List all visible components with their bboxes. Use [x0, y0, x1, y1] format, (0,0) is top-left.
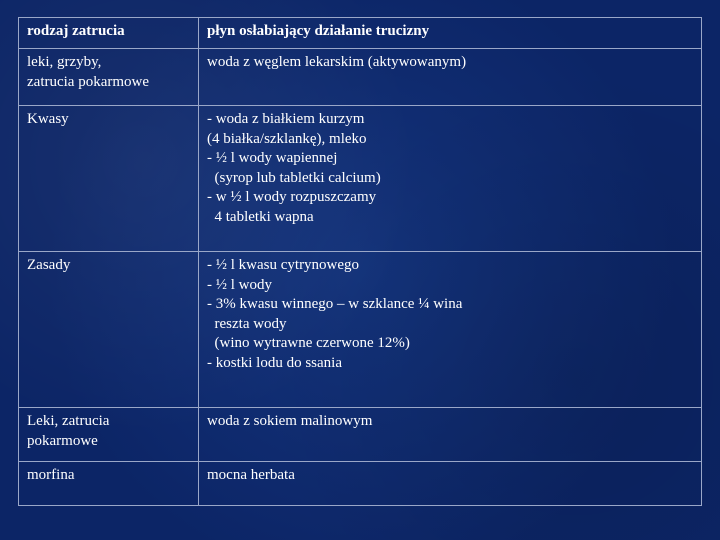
cell-line: - ½ l kwasu cytrynowego	[207, 257, 360, 273]
table-row	[19, 106, 702, 252]
cell-line: woda z sokiem malinowym	[207, 413, 373, 429]
cell-line: (syrop lub tabletki calcium)	[207, 169, 381, 186]
cell-line: - kostki lodu do ssania	[207, 354, 342, 371]
poison-type-cell	[19, 462, 199, 506]
cell-line: - ½ l wody	[207, 276, 272, 293]
cell-line: zatrucia pokarmowe	[27, 73, 150, 90]
cell-line: 4 tabletki wapna	[207, 208, 314, 225]
poison-type-cell	[19, 106, 199, 252]
table-row	[19, 408, 702, 462]
header-poison-type: rodzaj zatrucia	[19, 18, 199, 49]
table-header-row	[19, 18, 702, 49]
remedy-cell	[199, 49, 702, 106]
header-remedy: płyn osłabiający działanie trucizny	[199, 18, 702, 49]
remedy-cell	[199, 106, 702, 252]
remedy-cell	[199, 252, 702, 408]
table-row	[19, 49, 702, 106]
cell-line: pokarmowe	[27, 432, 98, 449]
cell-line: - ½ l wody wapiennej	[207, 150, 338, 166]
table-row	[19, 252, 702, 408]
cell-line: morfina	[27, 467, 75, 483]
cell-line: mocna herbata	[207, 467, 295, 483]
cell-line: Leki, zatrucia	[27, 413, 110, 429]
table-row	[19, 462, 702, 506]
cell-line: (wino wytrawne czerwone 12%)	[207, 335, 410, 351]
cell-line: woda z węglem lekarskim (aktywowanym)	[207, 54, 467, 70]
cell-line: - woda z białkiem kurzym	[207, 111, 365, 127]
cell-line: (4 białka/szklankę), mleko	[207, 130, 367, 147]
cell-line: Kwasy	[27, 111, 69, 127]
cell-line: reszta wody	[207, 315, 287, 332]
remedy-cell	[199, 408, 702, 462]
cell-line: - 3% kwasu winnego – w szklance ¼ wina	[207, 296, 463, 312]
poison-remedy-table	[18, 17, 702, 506]
remedy-cell	[199, 462, 702, 506]
cell-line: leki, grzyby,	[27, 54, 102, 70]
poison-type-cell	[19, 49, 199, 106]
poison-type-cell	[19, 252, 199, 408]
cell-line: Zasady	[27, 257, 71, 273]
cell-line: - w ½ l wody rozpuszczamy	[207, 189, 377, 205]
poison-type-cell	[19, 408, 199, 462]
